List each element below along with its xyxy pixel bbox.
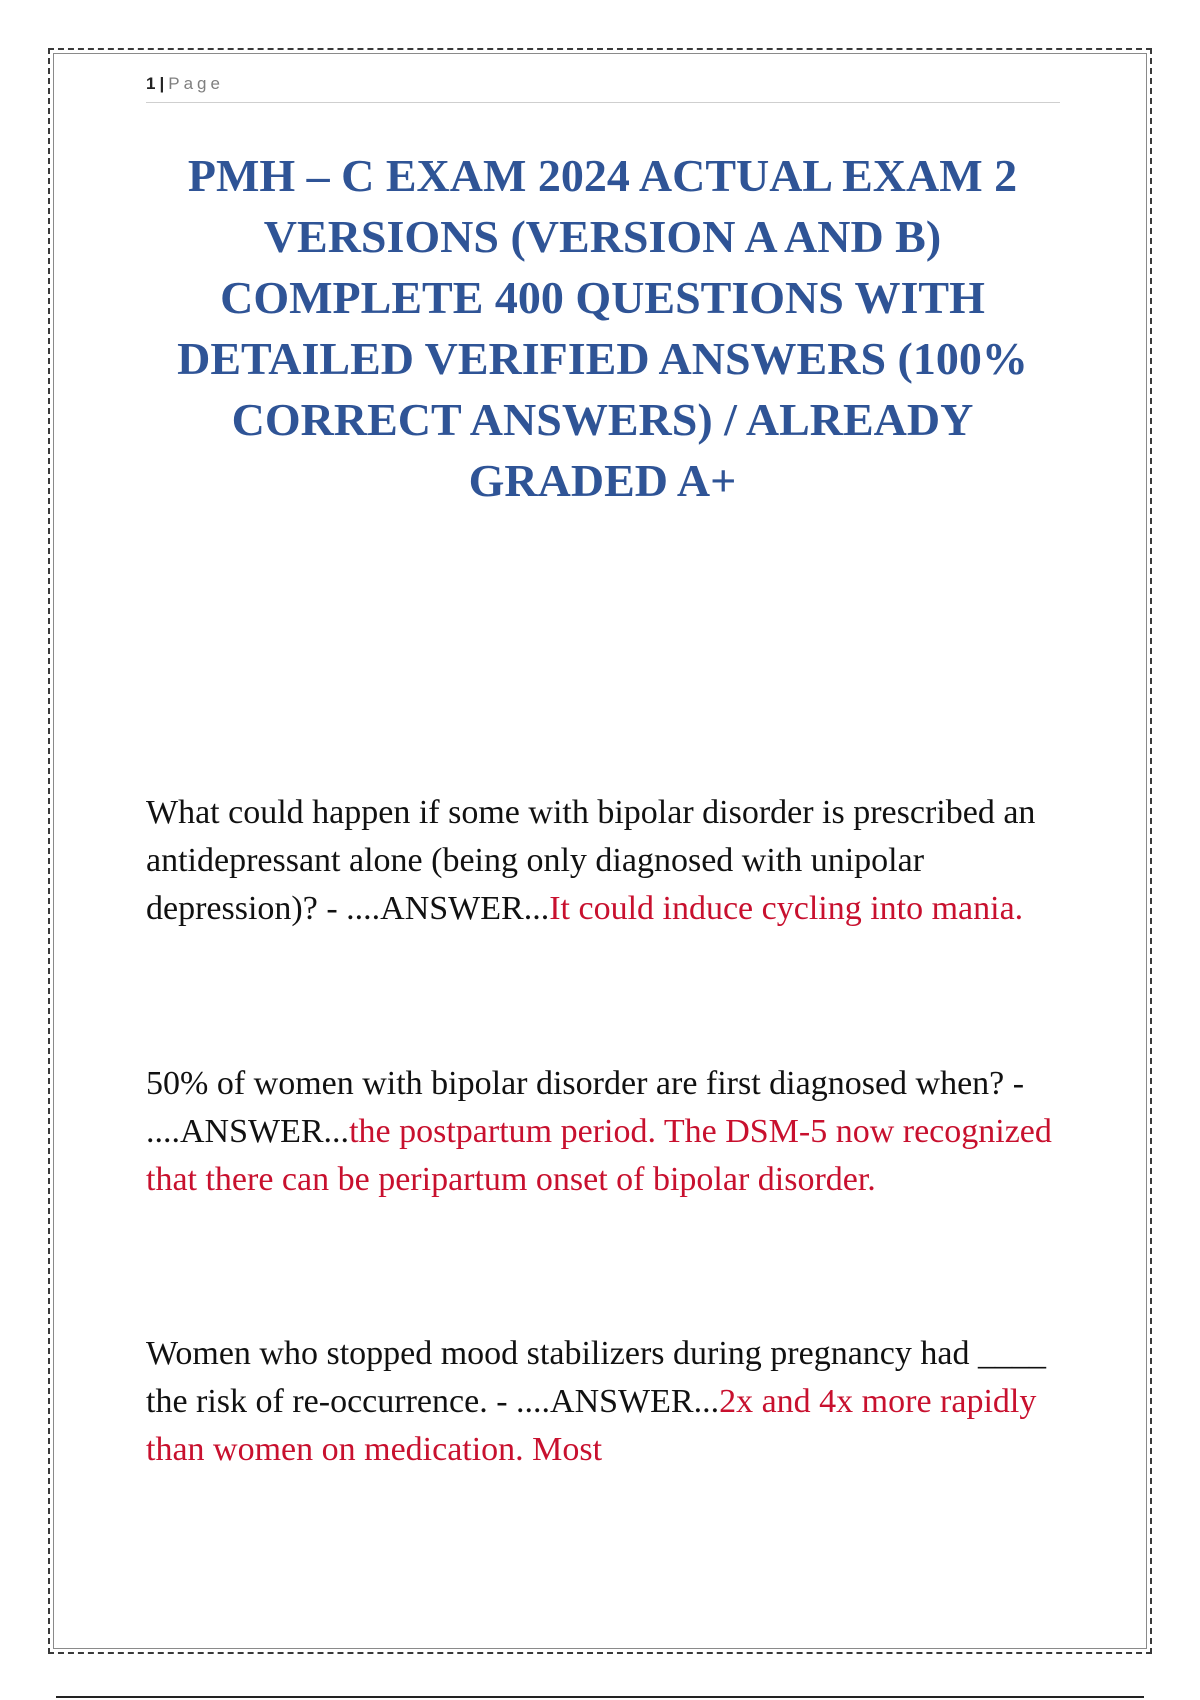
answer-text: It could induce cycling into mania.	[549, 890, 1024, 927]
question-text: What could happen if some with bipolar disorder is prescribed an antidepressant alone (being only diagnosed with unipolar depression)? - ....ANSWER...	[146, 794, 1036, 927]
question-text: 50% of women with bipolar disorder are first diagnosed when? - ....ANSWER...	[146, 1065, 1025, 1150]
answer-text: 2x and 4x more rapidly than women on medication. Most	[146, 1383, 1037, 1468]
page-word: Page	[168, 74, 224, 93]
bottom-rule	[56, 1696, 1144, 1698]
document-title: PMH – C EXAM 2024 ACTUAL EXAM 2 VERSIONS (VERSION A AND B) COMPLETE 400 QUESTIONS WITH DETAILED VERIFIED ANSWERS (100% CORRECT ANSWERS) / ALREADY GRADED A+	[177, 150, 1028, 506]
answer-text: the postpartum period. The DSM-5 now recognized that there can be peripartum onset of bipolar disorder.	[146, 1113, 1052, 1198]
header-separator: |	[159, 74, 165, 93]
qa-item	[146, 789, 1066, 933]
question-text: Women who stopped mood stabilizers during pregnancy had ____ the risk of re-occurrence. - ....ANSWER...	[146, 1335, 1046, 1420]
qa-item	[146, 1060, 1066, 1204]
page-header	[146, 72, 1060, 103]
qa-item	[146, 1330, 1066, 1474]
page-number: 1	[146, 74, 156, 93]
